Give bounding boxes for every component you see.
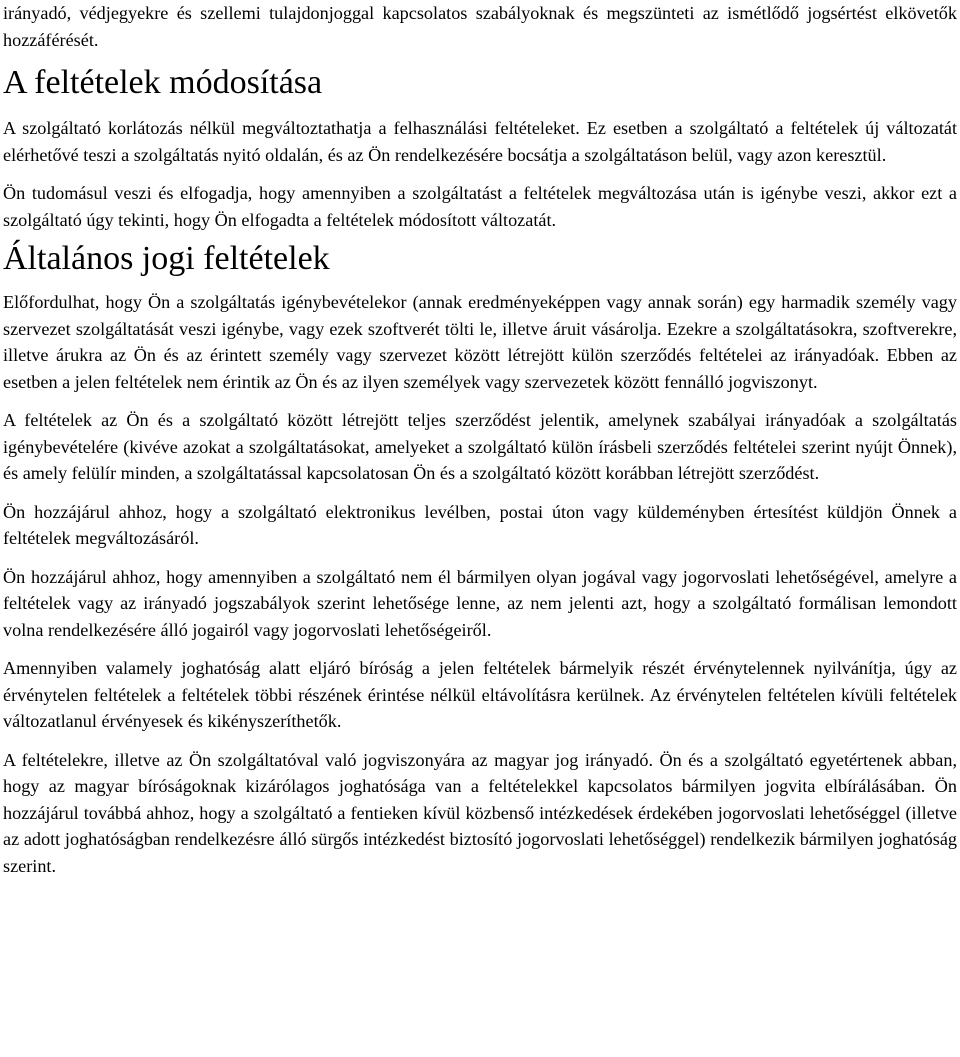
paragraph: A szolgáltató korlátozás nélkül megváltoztathatja a felhasználási feltételeket. Ez esetben a szolgáltató a feltételek új változatát elérhetővé teszi a szolgáltatás nyitó oldalán, és az Ön rendelkezésére bocsátja a szolgáltatáson belül, vagy azon keresztül. <box>3 118 957 165</box>
paragraph: Ön hozzájárul ahhoz, hogy a szolgáltató elektronikus levélben, postai úton vagy küldeményben értesítést küldjön Önnek a feltételek megváltozásáról. <box>3 501 957 548</box>
paragraph: Ön tudomásul veszi és elfogadja, hogy amennyiben a szolgáltatást a feltételek megváltozása után is igénybe veszi, akkor ezt a szolgáltató úgy tekinti, hogy Ön elfogadta a feltételek módosított változatát. <box>3 183 957 230</box>
section-heading-terms-modification: A feltételek módosítása <box>3 64 323 101</box>
paragraph: A feltételekre, illetve az Ön szolgáltatóval való jogviszonyára az magyar jog irányadó. Ön és a szolgáltató egyetértenek abban, hogy az magyar bíróságoknak kizárólagos joghatósága van a feltételekkel kapcsolatos bármilyen jogvita elbírálásában. Ön hozzájárul továbbá ahhoz, hogy a szolgáltató a fentieken kívül közbenső intézkedések érdekében jogorvoslati lehetőséggel (illetve az adott joghatóságban rendelkezésre álló sürgős intézkedést biztosító jogorvoslati lehetőséggel) rendelkezik bármilyen joghatóság szerint. <box>3 749 957 876</box>
paragraph: Amennyiben valamely joghatóság alatt eljáró bíróság a jelen feltételek bármelyik részét érvénytelennek nyilvánítja, úgy az érvénytelen feltételek a feltételek többi részének érintése nélkül eltávolításra kerülnek. Az érvénytelen feltételen kívüli feltételek változatlanul érvényesek és kikényszeríthetők. <box>3 658 957 731</box>
paragraph: Előfordulhat, hogy Ön a szolgáltatás igénybevételekor (annak eredményeképpen vagy annak során) egy harmadik személy vagy szervezet szolgáltatását veszi igénybe, vagy ezek szoftverét tölti le, illetve áruit vásárolja. Ezekre a szolgáltatásokra, szoftverekre, illetve árukra az Ön és az érintett személy vagy szervezet között létrejött külön szerződés feltételei az irányadóak. Ebben az esetben a jelen feltételek nem érintik az Ön és az ilyen személyek vagy szervezetek között fennálló jogviszonyt. <box>3 292 957 392</box>
section-heading-general-legal-terms: Általános jogi feltételek <box>3 240 330 277</box>
paragraph: A feltételek az Ön és a szolgáltató között létrejött teljes szerződést jelentik, amelynek szabályai irányadóak a szolgáltatás igénybevételére (kivéve azokat a szolgáltatásokat, amelyeket a szolgáltató külön írásbeli szerződés feltételei szerint nyújt Önnek), és amely felülír minden, a szolgáltatással kapcsolatosan Ön és a szolgáltató között korábban létrejött szerződést. <box>3 410 957 483</box>
paragraph: Ön hozzájárul ahhoz, hogy amennyiben a szolgáltató nem él bármilyen olyan jogával vagy jogorvoslati lehetőségével, amelyre a feltételek vagy az irányadó jogszabályok szerint lehetősége lenne, az nem jelenti azt, hogy a szolgáltató formálisan lemondott volna rendelkezésére álló jogairól vagy jogorvoslati lehetőségeiről. <box>3 566 957 640</box>
intro-paragraph: irányadó, védjegyekre és szellemi tulajdonjoggal kapcsolatos szabályoknak és megszünteti az ismétlődő jogsértést elkövetők hozzáférését. <box>3 3 957 50</box>
